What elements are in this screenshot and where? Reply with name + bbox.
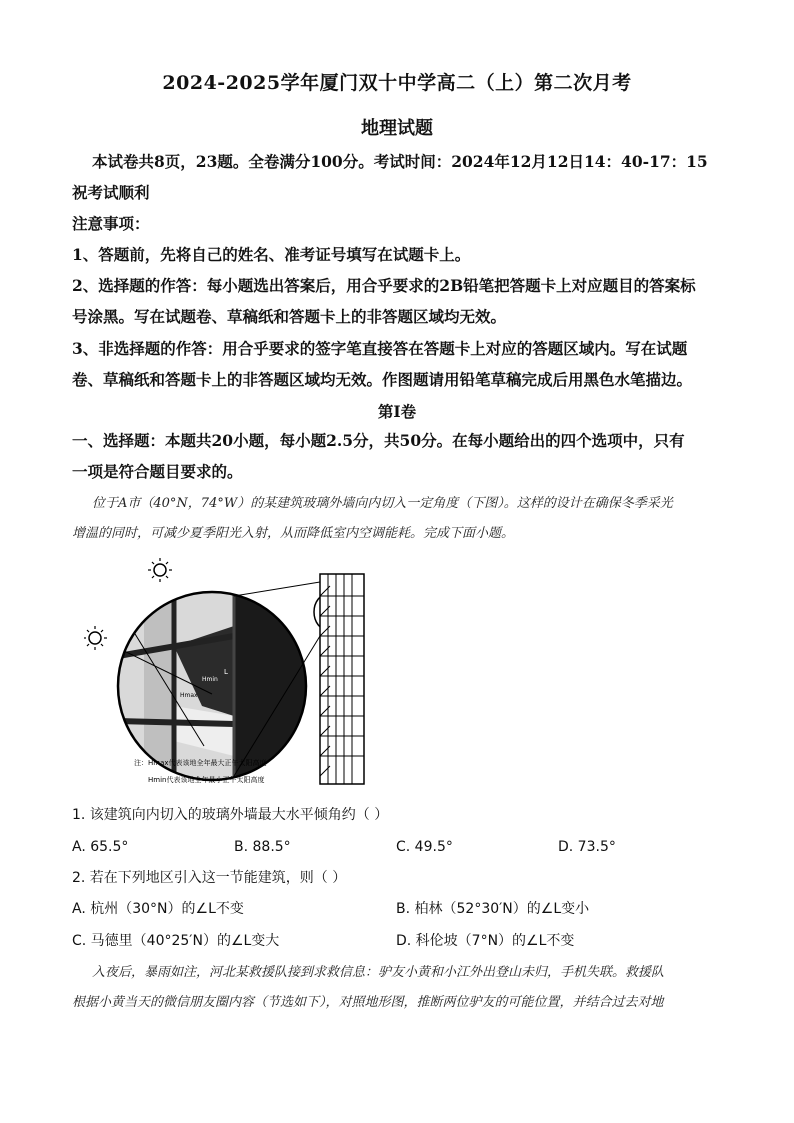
part-label: 第Ⅰ卷 [377,402,417,421]
question-2-stem: 2. 若在下列地区引入这一节能建筑，则（ ） [72,870,347,886]
notes-heading: 注意事项： [72,214,150,233]
question-2-option-a[interactable]: A. 杭州（30°N）的∠L不变 [72,901,244,917]
question-1-option-d[interactable]: D. 73.5° [558,839,616,855]
building-facade [320,574,364,784]
passage-1-line-1: 位于A市（40°N，74°W）的某建筑玻璃外墙向内切入一定角度（下图）。这样的设计在确保冬季采光 [92,496,673,511]
figure-note-1: 注：Hmax代表该地全年最大正午太阳高度 [134,759,267,767]
note-item-1: 1、答题前，先将自己的姓名、准考证号填写在试题卡上。 [72,245,471,264]
passage-1-line-2: 增温的同时，可减少夏季阳光入射，从而降低室内空调能耗。完成下面小题。 [72,526,515,541]
exam-title: 2024-2025学年厦门双十中学高二（上）第二次月考 [162,72,632,94]
good-luck-line: 祝考试顺利 [72,183,150,202]
figure-note-2: Hmin代表该地全年最小正午太阳高度 [148,776,265,784]
note-item-2-line-2: 号涂黑。写在试题卷、草稿纸和答题卡上的非答题区域均无效。 [72,307,507,326]
magnified-view [104,586,314,786]
section-heading-line-2: 一项是符合题目要求的。 [72,462,243,481]
sun-icon [148,558,172,582]
hmin-label: Hmin [202,676,218,683]
question-2-option-c[interactable]: C. 马德里（40°25′N）的∠L变大 [72,933,280,949]
angle-l-label: L [224,668,228,676]
passage-2-line-1: 入夜后，暴雨如注，河北某救援队接到求救信息：驴友小黄和小江外出登山未归，手机失联。救援队 [92,965,665,980]
question-1-stem: 1. 该建筑向内切入的玻璃外墙最大水平倾角约（ ） [72,807,389,823]
building-figure [84,556,396,788]
exam-subject: 地理试题 [361,118,433,139]
question-2-option-b[interactable]: B. 柏林（52°30′N）的∠L变小 [396,901,590,917]
question-1-option-a[interactable]: A. 65.5° [72,839,129,855]
question-1-option-c[interactable]: C. 49.5° [396,839,453,855]
passage-2-line-2: 根据小黄当天的微信朋友圈内容（节选如下），对照地形图，推断两位驴友的可能位置，并结合过去对地 [72,995,664,1010]
intro-line: 本试卷共8页，23题。全卷满分100分。考试时间：2024年12月12日14：40-17：15 [92,152,708,171]
note-item-3-line-1: 3、非选择题的作答：用合乎要求的签字笔直接答在答题卡上对应的答题区域内。写在试题 [72,339,688,358]
note-item-2-line-1: 2、选择题的作答：每小题选出答案后，用合乎要求的2B铅笔把答题卡上对应题目的答案标 [72,276,696,295]
section-heading-line-1: 一、选择题：本题共20小题，每小题2.5分，共50分。在每小题给出的四个选项中，只有 [72,431,685,450]
question-2-option-d[interactable]: D. 科伦坡（7°N）的∠L不变 [396,933,575,949]
sun-icon [84,626,107,650]
note-item-3-line-2: 卷、草稿纸和答题卡上的非答题区域均无效。作图题请用铅笔草稿完成后用黑色水笔描边。 [72,370,693,389]
question-1-option-b[interactable]: B. 88.5° [234,839,291,855]
hmax-label: Hmax [180,692,198,699]
